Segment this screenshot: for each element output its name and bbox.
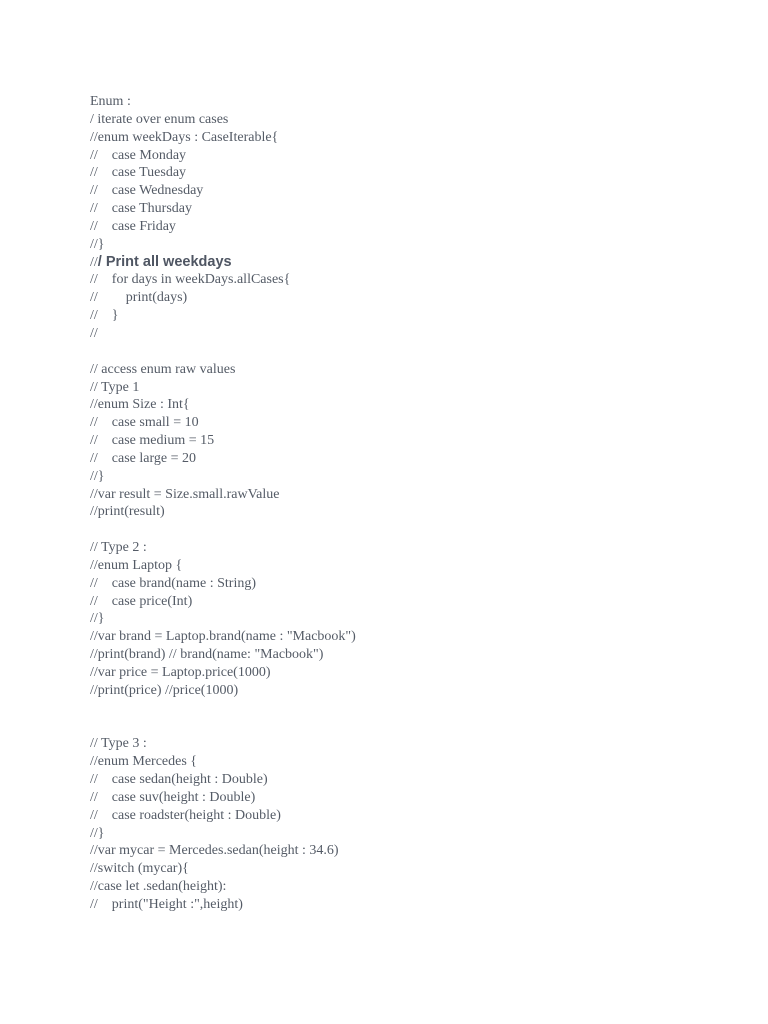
code-line (90, 700, 730, 718)
code-line: //print(result) (90, 504, 165, 520)
code-line: // case Thursday (90, 201, 192, 217)
code-line: // case roadster(height : Double) (90, 807, 281, 823)
code-line: //} (90, 236, 105, 252)
code-line: //} (90, 611, 105, 627)
code-line: //enum Size : Int{ (90, 397, 190, 413)
code-line: //} (90, 468, 105, 484)
code-line: // (90, 325, 98, 341)
code-line: // case suv(height : Double) (90, 789, 256, 805)
code-line: // print("Height :",height) (90, 896, 243, 912)
code-line: //var price = Laptop.price(1000) (90, 665, 271, 680)
code-line: // case small = 10 (90, 415, 199, 431)
code-line: // Type 3 : (90, 736, 147, 752)
code-line: // print(days) (90, 290, 188, 306)
code-line: //print(price) //price(1000) (90, 682, 239, 698)
code-line: / iterate over enum cases (90, 111, 229, 127)
code-line: // for days in weekDays.allCases{ (90, 272, 291, 288)
document-body (90, 93, 730, 914)
code-line-prefix: // (90, 254, 98, 270)
code-line: // case Tuesday (90, 165, 187, 181)
code-line: // access enum raw values (90, 361, 236, 377)
code-line: //case let .sedan(height): (90, 879, 227, 895)
code-line: // } (90, 308, 119, 324)
code-line (90, 343, 730, 361)
code-line: // case price(Int) (90, 593, 193, 609)
code-line: // case medium = 15 (90, 433, 215, 449)
code-line: //enum Mercedes { (90, 754, 198, 770)
code-line: //var mycar = Mercedes.sedan(height : 34.6) (90, 843, 339, 859)
code-line: // case sedan(height : Double) (90, 772, 268, 788)
code-line: //enum weekDays : CaseIterable{ (90, 129, 279, 145)
code-line (90, 521, 730, 539)
code-line: //print(brand) // brand(name: "Macbook") (90, 647, 324, 663)
code-line: //var brand = Laptop.brand(name : "Macbook") (90, 629, 356, 645)
code-line: //enum Laptop { (90, 557, 183, 573)
code-line: // case large = 20 (90, 450, 196, 466)
code-line: // case Monday (90, 147, 187, 163)
code-line: // case Wednesday (90, 183, 204, 199)
code-line: // case Friday (90, 218, 176, 234)
code-line: // Type 1 (90, 379, 140, 395)
code-line: // case brand(name : String) (90, 575, 257, 591)
code-line: //var result = Size.small.rawValue (90, 486, 280, 502)
code-line (90, 254, 730, 272)
code-line: // Type 2 : (90, 540, 147, 556)
code-line: Enum : (90, 94, 131, 109)
code-line-bold-comment: / Print all weekdays (97, 253, 232, 270)
code-line: //} (90, 825, 105, 841)
code-line: //switch (mycar){ (90, 861, 189, 877)
code-line (90, 718, 730, 736)
